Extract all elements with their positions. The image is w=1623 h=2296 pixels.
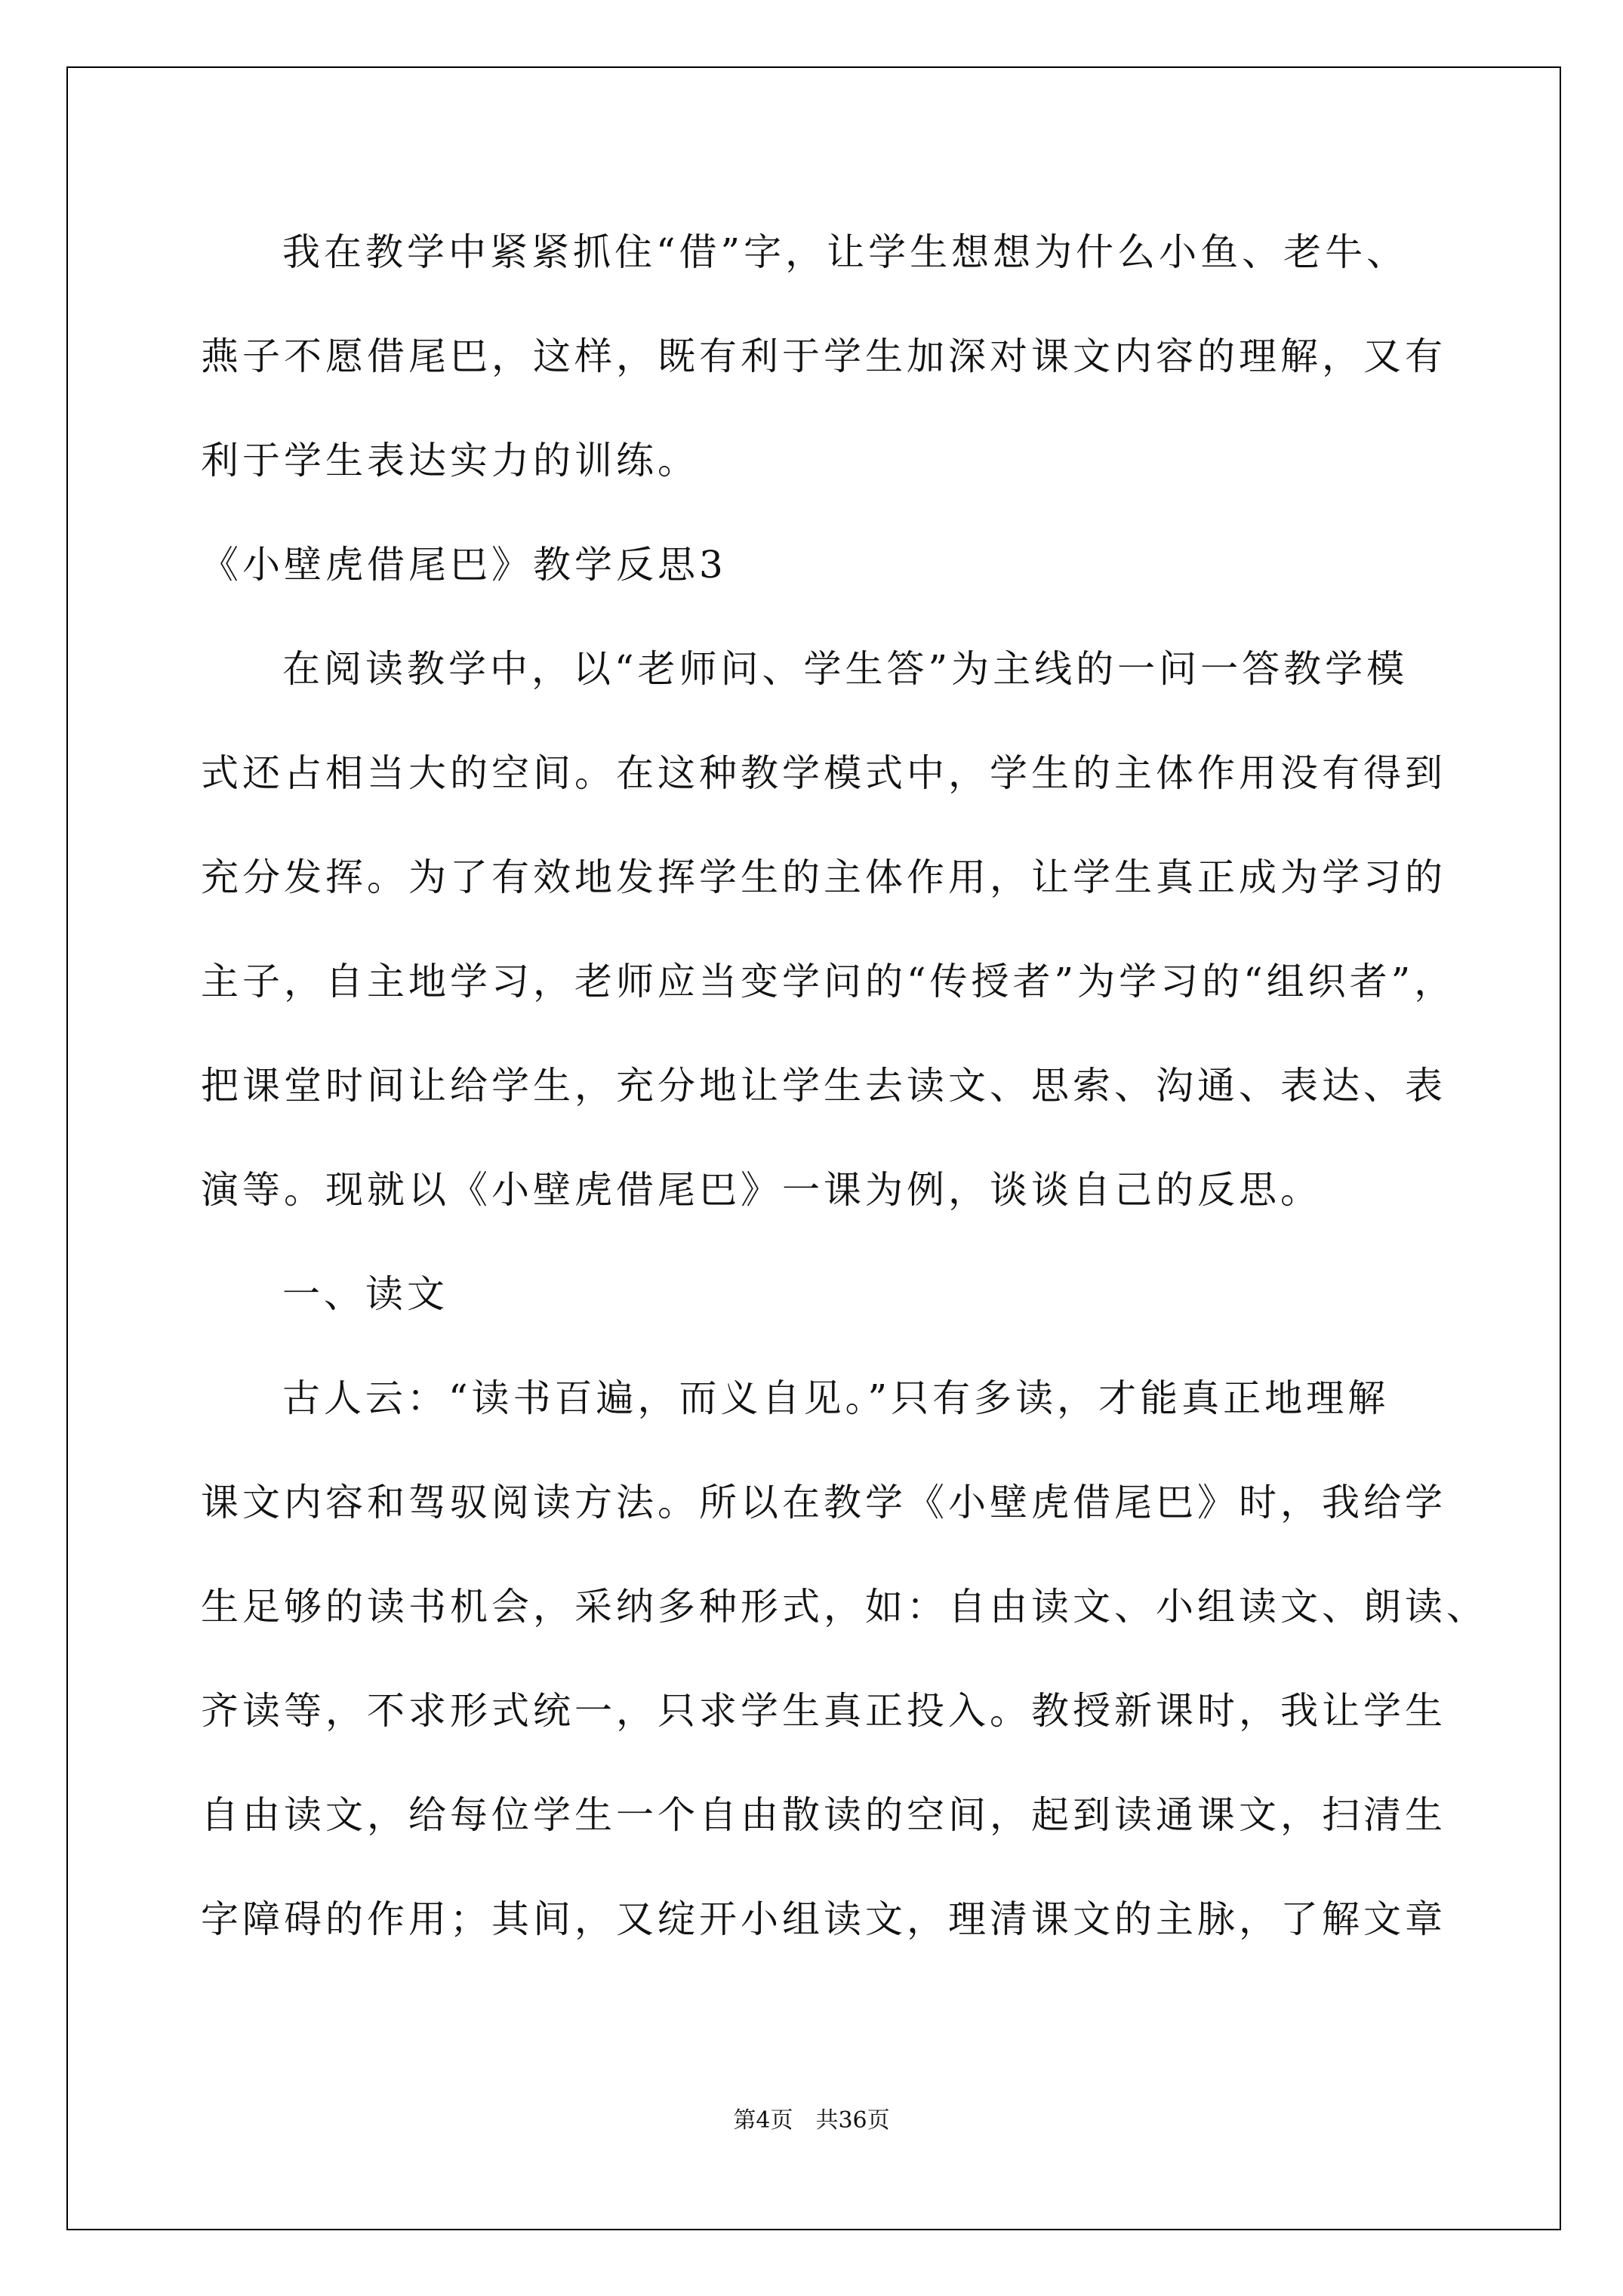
text-line: 一、读文: [282, 1272, 448, 1316]
text-line: 《小壁虎借尾巴》教学反思3: [201, 543, 727, 587]
text-line: 字障碍的作用；其间，又绽开小组读文，理清课文的主脉，了解文章: [201, 1897, 1446, 1941]
page-footer: 第4页 共36页: [733, 2107, 890, 2134]
text-line: 利于学生表达实力的训练。: [201, 439, 699, 482]
text-line: 把课堂时间让给学生，充分地让学生去读文、思索、沟通、表达、表: [201, 1064, 1446, 1108]
text-line: 演等。现就以《小壁虎借尾巴》一课为例，谈谈自己的反思。: [201, 1168, 1322, 1212]
text-line: 齐读等，不求形式统一，只求学生真正投入。教授新课时，我让学生: [201, 1689, 1446, 1733]
text-line: 在阅读教学中，以“老师问、学生答”为主线的一问一答教学模: [282, 647, 1409, 691]
text-line: 充分发挥。为了有效地发挥学生的主体作用，让学生真正成为学习的: [201, 855, 1446, 899]
text-line: 课文内容和驾驭阅读方法。所以在教学《小壁虎借尾巴》时，我给学: [201, 1481, 1446, 1524]
text-line: 古人云：“读书百遍，而义自见。”只有多读，才能真正地理解: [282, 1376, 1390, 1420]
text-line: 主子，自主地学习，老师应当变学问的“传授者”为学习的“组织者”，: [201, 960, 1456, 1003]
text-line: 我在教学中紧紧抓住“借”字，让学生想想为什么小鱼、老牛、: [282, 230, 1409, 274]
text-line: 燕子不愿借尾巴，这样，既有利于学生加深对课文内容的理解，又有: [201, 334, 1446, 378]
text-line: 自由读文，给每位学生一个自由散读的空间，起到读通课文，扫清生: [201, 1793, 1446, 1837]
text-line: 生足够的读书机会，采纳多种形式，如：自由读文、小组读文、朗读、: [201, 1585, 1488, 1629]
body-text: [201, 200, 1488, 1971]
text-line: 式还占相当大的空间。在这种教学模式中，学生的主体作用没有得到: [201, 751, 1446, 795]
